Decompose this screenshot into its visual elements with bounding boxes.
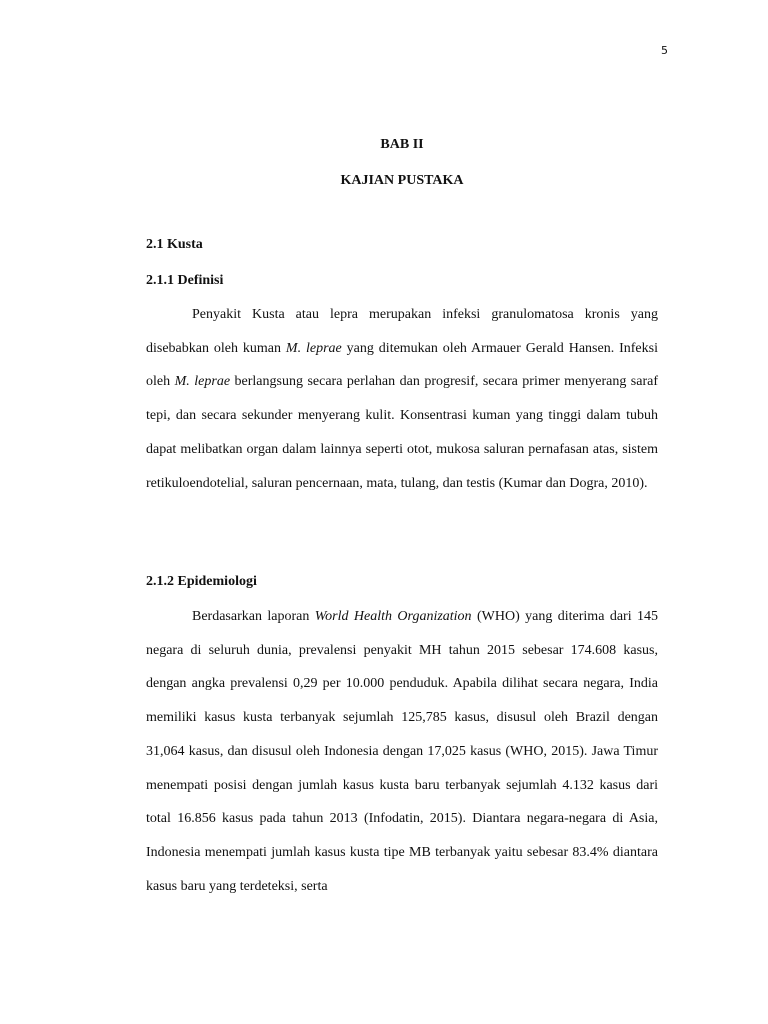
section-heading-epidemiologi: 2.1.2 Epidemiologi (146, 574, 257, 589)
paragraph-text: (WHO) yang diterima dari 145 negara di seluruh dunia, prevalensi penyakit MH tahun 2015 sebesar 174.608 kasus, dengan angka prevalensi 0,29 per 10.000 penduduk. Apabila dilihat secara negara, India memiliki kasus kusta terbanyak sejumlah 125,785 kasus, disusul oleh Brazil dengan 31,064 kasus, dan disusul oleh Indonesia dengan 17,025 kasus (WHO, 2015). Jawa Timur menempati posisi dengan jumlah kasus kusta baru terbanyak sejumlah 4.132 kasus dari total 16.856 kasus pada tahun 2013 (Infodatin, 2015). Diantara negara-negara di Asia, Indonesia menempati jumlah kasus kusta tipe MB terbanyak yaitu sebesar 83.4% diantara kasus baru yang terdeteksi, serta (146, 609, 658, 894)
paragraph-text: Berdasarkan laporan (192, 609, 315, 624)
italic-term: M. leprae (174, 374, 231, 390)
paragraph-definisi (146, 298, 658, 500)
section-heading-definisi: 2.1.1 Definisi (146, 273, 224, 288)
paragraph-text: yang ditemukan oleh Armauer Gerald Hansen. Infeksi oleh (146, 340, 658, 390)
italic-term: M. leprae (285, 340, 342, 356)
section-heading-kusta: 2.1 Kusta (146, 237, 203, 252)
italic-term: World Health Organization (314, 609, 472, 624)
chapter-number: BAB II (380, 137, 424, 152)
paragraph-text: Penyakit Kusta atau lepra merupakan infeksi granulomatosa kronis yang disebabkan oleh kuman (146, 307, 658, 356)
paragraph-epidemiologi (146, 600, 658, 903)
paragraph-text: berlangsung secara perlahan dan progresif, secara primer menyerang saraf tepi, dan secara sekunder menyerang kulit. Konsentrasi kuman yang tinggi dalam tubuh dapat melibatkan organ dalam lainnya seperti otot, mukosa saluran pernafasan atas, sistem retikuloendotelial, saluran pencernaan, mata, tulang, dan testis (Kumar dan Dogra, 2010). (146, 374, 659, 491)
page-number: 5 (661, 44, 668, 57)
chapter-title: KAJIAN PUSTAKA (340, 173, 464, 188)
